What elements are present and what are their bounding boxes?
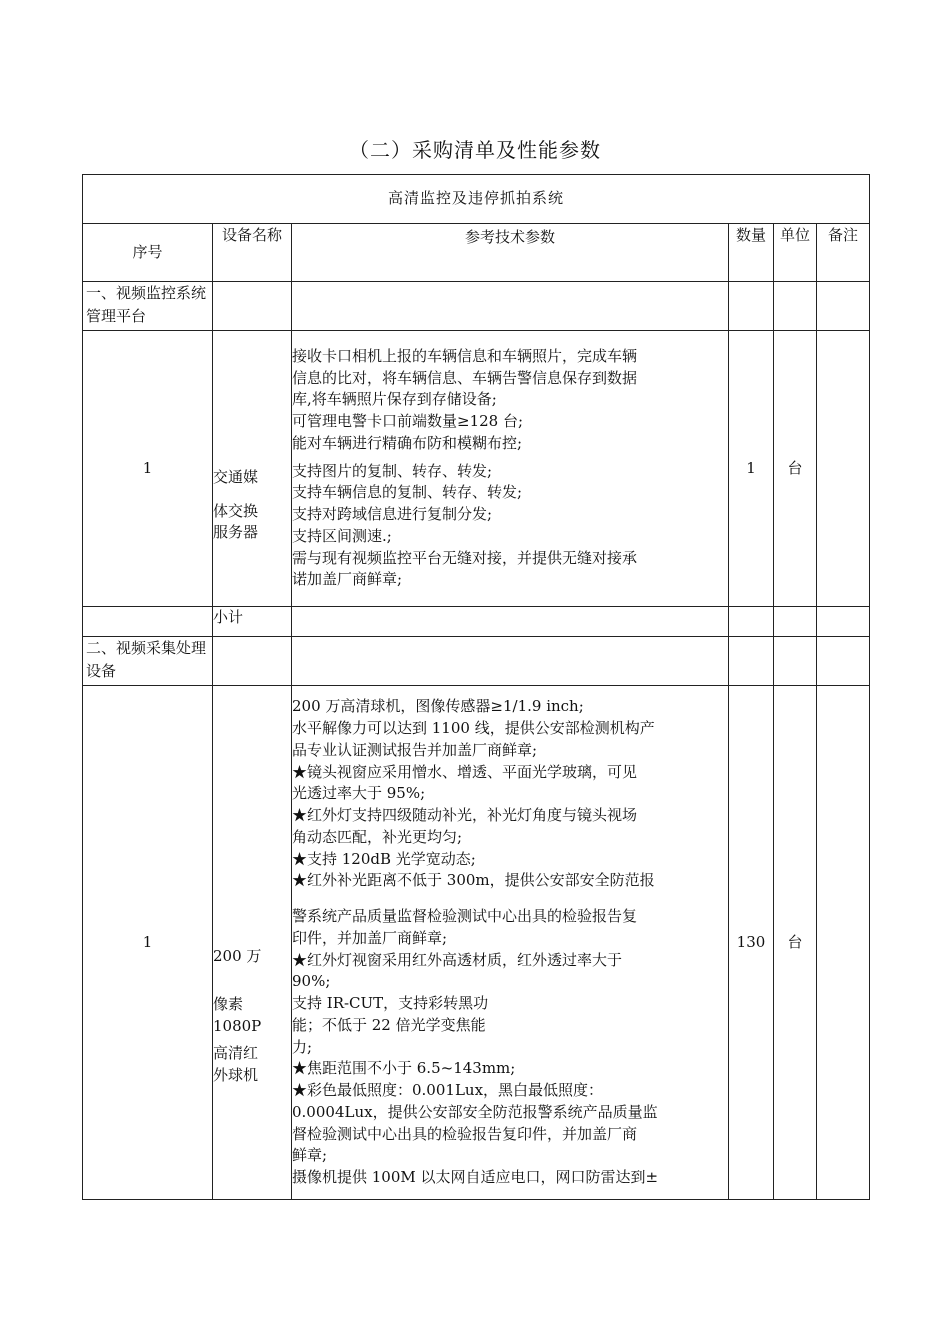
group-row-1 <box>83 282 870 331</box>
param-line: ★红外灯支持四级随动补光，补光灯角度与镜头视场 <box>292 806 638 824</box>
group-label-2: 二、视频采集处理设备 <box>83 637 213 686</box>
param-line: ★彩色最低照度：0.001Lux，黑白最低照度： <box>292 1081 604 1099</box>
subtotal-label: 小计 <box>213 607 292 637</box>
procurement-table <box>82 174 870 1200</box>
param-line: 支持图片的复制、转存、转发; <box>292 461 493 480</box>
param-line: 鲜章; <box>292 1146 328 1165</box>
header-row <box>83 224 870 282</box>
table-caption: 高清监控及违停抓拍系统 <box>83 175 870 224</box>
param-line: 支持车辆信息的复制、转存、转发; <box>292 483 523 502</box>
group-label-1: 一、视频监控系统管理平台 <box>83 282 213 331</box>
param-line: 支持区间测速.; <box>292 526 392 545</box>
item-name-line: 体交换 <box>213 501 259 520</box>
item-unit: 台 <box>774 686 817 1200</box>
group-row-2 <box>83 637 870 686</box>
item-name-line: 像素 <box>213 994 244 1013</box>
item-name-line: 高清红 <box>213 1044 259 1063</box>
param-line: 督检验测试中心出具的检验报告复印件，并加盖厂商 <box>292 1124 638 1143</box>
param-line: ★镜头视窗应采用憎水、增透、平面光学玻璃，可见 <box>292 762 638 781</box>
param-line: 能；不低于 22 倍光学变焦能 <box>292 1015 486 1034</box>
item-name <box>213 686 292 1200</box>
param-line: 能对车辆进行精确布防和模糊布控; <box>292 433 523 452</box>
param-line: 摄像机提供 100M 以太网自适应电口，网口防雷达到± <box>292 1168 659 1186</box>
item-note <box>817 331 870 607</box>
item-qty: 130 <box>729 686 774 1200</box>
param-line: ★焦距范围不小于 6.5~143mm; <box>292 1059 516 1078</box>
header-params: 参考技术参数 <box>292 224 729 282</box>
param-line: 支持 IR-CUT，支持彩转黑功 <box>292 994 489 1012</box>
item-params <box>292 331 729 607</box>
header-name: 设备名称 <box>213 224 292 282</box>
header-seq: 序号 <box>83 224 213 282</box>
param-line: 印件，并加盖厂商鲜章; <box>292 928 448 947</box>
item-name-line: 交通媒 <box>213 467 259 486</box>
param-line: ★红外灯视窗采用红外高透材质，红外透过率大于 <box>292 950 623 969</box>
item-name <box>213 331 292 607</box>
item-params <box>292 686 729 1200</box>
item-seq: 1 <box>83 331 213 607</box>
header-qty: 数量 <box>729 224 774 282</box>
table-row <box>83 331 870 607</box>
param-line: 角动态匹配，补光更均匀; <box>292 827 463 846</box>
param-line: 品专业认证测试报告并加盖厂商鲜章; <box>292 740 538 759</box>
item-name-line: 服务器 <box>213 523 259 542</box>
section-title: （二）采购清单及性能参数 <box>349 138 601 162</box>
item-name-line: 1080P <box>213 1016 262 1035</box>
item-qty: 1 <box>729 331 774 607</box>
param-line: 诺加盖厂商鲜章; <box>292 570 403 589</box>
param-line: 水平解像力可以达到 1100 线，提供公安部检测机构产 <box>292 719 655 737</box>
param-line: ★红外补光距离不低于 300m，提供公安部安全防范报 <box>292 871 655 890</box>
header-note: 备注 <box>817 224 870 282</box>
subtotal-row <box>83 607 870 637</box>
param-line: 200 万高清球机，图像传感器≥1/1.9 inch; <box>292 697 584 716</box>
param-line: 警系统产品质量监督检验测试中心出具的检验报告复 <box>292 907 638 925</box>
table-row <box>83 686 870 1200</box>
item-seq: 1 <box>83 686 213 1200</box>
param-line: 0.0004Lux，提供公安部安全防范报警系统产品质量监 <box>292 1102 658 1121</box>
item-name-line: 200 万 <box>213 947 262 966</box>
param-line: ★支持 120dB 光学宽动态; <box>292 849 476 868</box>
param-line: 需与现有视频监控平台无缝对接，并提供无缝对接承 <box>292 548 638 567</box>
param-line: 库,将车辆照片保存到存储设备; <box>292 390 497 409</box>
param-line: 光透过率大于 95%; <box>292 784 426 803</box>
param-line: 支持对跨域信息进行复制分发; <box>292 505 493 524</box>
header-unit: 单位 <box>774 224 817 282</box>
param-line: 90%; <box>292 972 331 991</box>
item-unit: 台 <box>774 331 817 607</box>
param-line: 可管理电警卡口前端数量≥128 台; <box>292 412 524 431</box>
item-note <box>817 686 870 1200</box>
param-line: 接收卡口相机上报的车辆信息和车辆照片，完成车辆 <box>292 346 638 365</box>
item-name-line: 外球机 <box>213 1066 259 1085</box>
param-line: 信息的比对，将车辆信息、车辆告警信息保存到数据 <box>292 368 638 387</box>
param-line: 力; <box>292 1037 313 1056</box>
